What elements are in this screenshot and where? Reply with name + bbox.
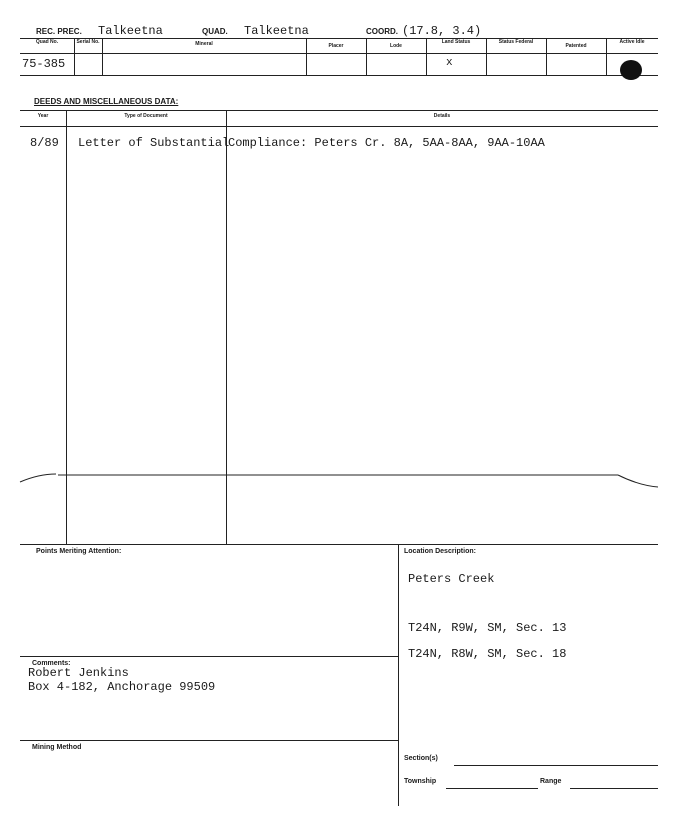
col-active-idle: Active Idle — [619, 39, 645, 45]
deed-year: 8/89 — [30, 136, 59, 150]
points-meriting-attention-label: Points Meriting Attention: — [36, 548, 122, 555]
active-idle-mark — [620, 60, 642, 80]
coord-value: (17.8, 3.4) — [402, 24, 482, 38]
claim-table-bottom-rule — [20, 75, 658, 76]
rec-prec-value: Talkeetna — [98, 24, 163, 38]
coord-label: COORD. — [366, 27, 398, 36]
deeds-header-rule — [20, 126, 658, 127]
sections-label: Section(s) — [404, 755, 438, 762]
claim-col-divider — [606, 38, 607, 75]
rec-prec-label: REC. PREC. — [36, 27, 82, 36]
col-patented: Patented — [565, 43, 587, 49]
location-name: Peters Creek — [408, 572, 495, 586]
bottom-center-divider — [398, 544, 399, 806]
mining-method-label: Mining Method — [32, 744, 82, 751]
col-status-federal: Status Federal — [498, 39, 534, 45]
deed-details: Compliance: Peters Cr. 8A, 5AA-8AA, 9AA-10AA — [228, 136, 545, 150]
range-field[interactable] — [570, 788, 658, 789]
comments-name: Robert Jenkins — [28, 666, 129, 680]
location-description-label: Location Description: — [404, 548, 476, 555]
quad-value: Talkeetna — [244, 24, 309, 38]
col-details: Details — [433, 113, 451, 119]
deeds-section-title: DEEDS AND MISCELLANEOUS DATA: — [34, 97, 179, 106]
quad-label: QUAD. — [202, 27, 228, 36]
comments-address: Box 4-182, Anchorage 99509 — [28, 680, 216, 694]
claim-table-header-rule — [20, 53, 658, 54]
col-mineral: Mineral — [195, 41, 213, 47]
col-lode: Lode — [390, 43, 402, 49]
col-quad-no: Quad No. — [35, 39, 59, 45]
comments-rule — [20, 656, 398, 657]
bottom-section-rule — [20, 544, 658, 545]
col-placer: Placer — [328, 43, 344, 49]
comments-label: Comments: — [32, 660, 71, 667]
sections-field[interactable] — [454, 765, 658, 766]
land-status-mark: x — [446, 57, 453, 69]
location-line-1: T24N, R9W, SM, Sec. 13 — [408, 621, 567, 635]
township-field[interactable] — [446, 788, 538, 789]
claim-table-top-rule — [20, 38, 658, 39]
deeds-top-rule — [20, 110, 658, 111]
quad-no-value: 75-385 — [22, 57, 66, 71]
col-type-of-document: Type of Document — [124, 113, 168, 119]
col-serial-no: Serial No. — [76, 39, 100, 45]
col-year: Year — [37, 113, 49, 119]
claim-col-divider — [426, 38, 427, 75]
range-label: Range — [540, 778, 562, 785]
hand-drawn-divider — [0, 462, 678, 496]
deed-type: Letter of Substantial — [78, 136, 230, 150]
col-land-status: Land Status — [441, 39, 471, 45]
township-label: Township — [404, 778, 437, 785]
location-line-2: T24N, R8W, SM, Sec. 18 — [408, 647, 567, 661]
claim-col-divider — [486, 38, 487, 75]
mining-method-rule — [20, 740, 398, 741]
